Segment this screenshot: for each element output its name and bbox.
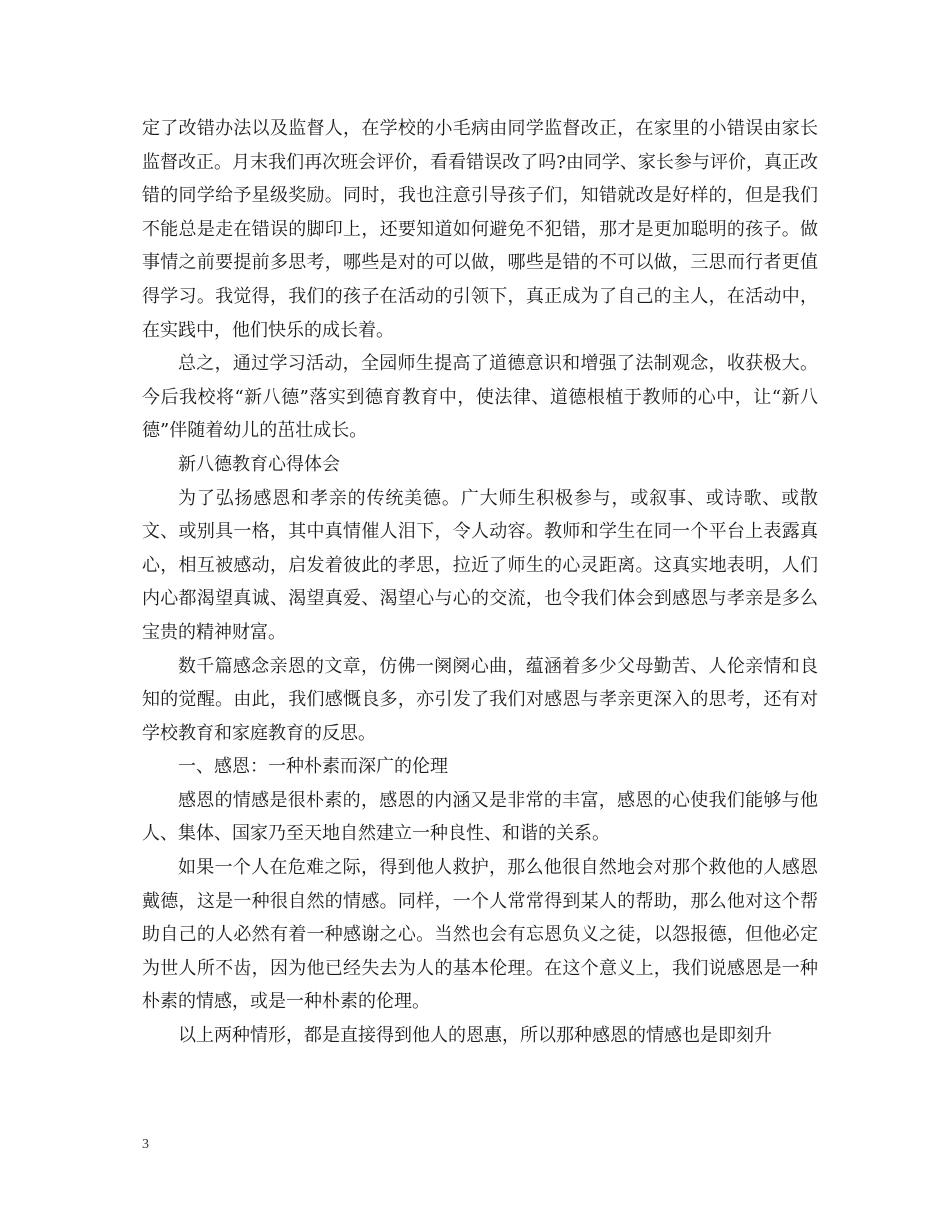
paragraph-6: 如果一个人在危难之际，得到他人救护，那么他很自然地会对那个救他的人感恩戴德，这是一种很自然的情感。同样，一个人常常得到某人的帮助，那么他对这个帮助自己的人必然有着一种感谢之心。当然也会有忘恩负义之徒，以怨报德，但他必定为世人所不齿，因为他已经失去为人的基本伦理。在这个意义上，我们说感恩是一种朴素的情感，或是一种朴素的伦理。 <box>142 857 818 1013</box>
paragraph-7: 以上两种情形，都是直接得到他人的恩惠，所以那种感恩的情感也是即刻升 <box>178 1025 772 1047</box>
section-title: 新八德教育心得体会 <box>178 453 340 475</box>
paragraph-5: 感恩的情感是很朴素的，感恩的内涵又是非常的丰富，感恩的心使我们能够与他人、集体、国家乃至天地自然建立一种良性、和谐的关系。 <box>142 789 818 845</box>
paragraph-1: 定了改错办法以及监督人，在学校的小毛病由同学监督改正，在家里的小错误由家长监督改正。月末我们再次班会评价，看看错误改了吗?由同学、家长参与评价，真正改错的同学给予星级奖励。同时，我也注意引导孩子们，知错就改是好样的，但是我们不能总是走在错误的脚印上，还要知道如何避免不犯错，那才是更加聪明的孩子。做事情之前要提前多思考，哪些是对的可以做，哪些是错的不可以做，三思而行者更值得学习。我觉得，我们的孩子在活动的引领下，真正成为了自己的主人，在活动中，在实践中，他们快乐的成长着。 <box>142 118 818 341</box>
page-number: 3 <box>142 1137 149 1152</box>
paragraph-2: 总之，通过学习活动，全园师生提高了道德意识和增强了法制观念，收获极大。今后我校将“新八德”落实到德育教育中，使法律、道德根植于教师的心中，让“新八德”伴随着幼儿的茁壮成长。 <box>142 353 818 442</box>
paragraph-3: 为了弘扬感恩和孝亲的传统美德。广大师生积极参与，或叙事、或诗歌、或散文、或别具一格，其中真情催人泪下，令人动容。教师和学生在同一个平台上表露真心，相互被感动，启发着彼此的孝思，拉近了师生的心灵距离。这真实地表明，人们内心都渴望真诚、渴望真爱、渴望心与心的交流，也令我们体会到感恩与孝亲是多么宝贵的精神财富。 <box>142 487 818 643</box>
document-body <box>142 112 818 1053</box>
paragraph-4: 数千篇感念亲恩的文章，仿佛一阕阕心曲，蕴涵着多少父母勤苦、人伦亲情和良知的觉醒。由此，我们感慨良多，亦引发了我们对感恩与孝亲更深入的思考，还有对学校教育和家庭教育的反思。 <box>142 655 818 744</box>
section-heading-gratitude: 一、感恩：一种朴素而深广的伦理 <box>178 756 448 778</box>
